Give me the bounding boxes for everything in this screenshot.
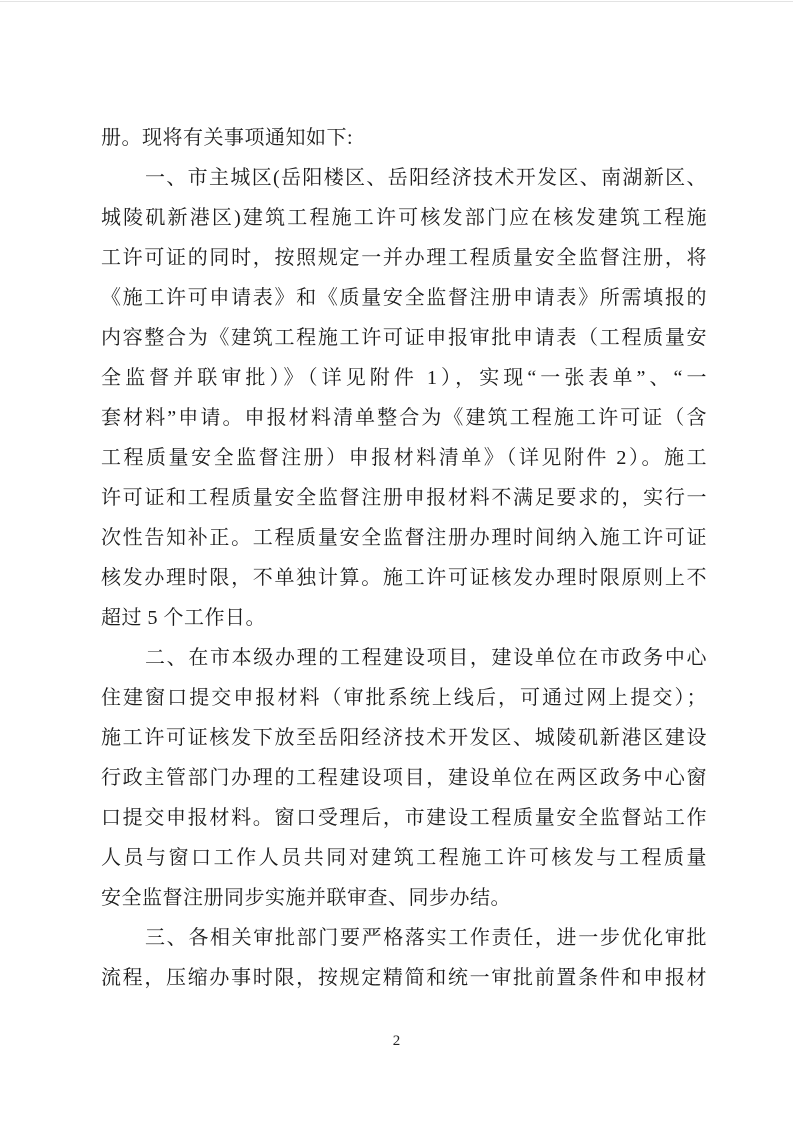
text-line: 许可证和工程质量安全监督注册申报材料不满足要求的，实行一 [101,487,707,509]
text-line: 套材料”申请。申报材料清单整合为《建筑工程施工许可证（含 [101,407,707,429]
text-line: 人员与窗口工作人员共同对建筑工程施工许可核发与工程质量 [101,847,707,869]
text-line: 核发办理时限，不单独计算。施工许可证核发办理时限原则上不 [101,567,707,589]
text-line: 流程，压缩办事时限，按规定精简和统一审批前置条件和申报材 [101,967,707,989]
text-line: 行政主管部门办理的工程建设项目，建设单位在两区政务中心窗 [101,767,707,789]
text-line: 施工许可证核发下放至岳阳经济技术开发区、城陵矶新港区建设 [101,727,707,749]
text-line: 工许可证的同时，按照规定一并办理工程质量安全监督注册，将 [101,247,707,269]
body-text [101,118,707,998]
text-line: 二、在市本级办理的工程建设项目，建设单位在市政务中心 [145,647,707,669]
text-line: 内容整合为《建筑工程施工许可证申报审批申请表（工程质量安 [101,327,707,349]
text-line: 超过 5 个工作日。 [101,607,266,629]
scan-edge-artifact [0,1,793,2]
text-line: 三、各相关审批部门要严格落实工作责任，进一步优化审批 [145,927,707,949]
page-number: 2 [392,1033,401,1049]
text-line: 工程质量安全监督注册）申报材料清单》（详见附件 2）。施工 [101,447,707,469]
text-line: 册。现将有关事项通知如下: [101,127,354,149]
text-line: 住建窗口提交申报材料（审批系统上线后，可通过网上提交）； [101,687,707,709]
text-line: 全监督并联审批）》（详见附件 1），实现“一张表单”、“一 [101,367,707,389]
text-line: 《施工许可申请表》和《质量安全监督注册申请表》所需填报的 [101,287,707,309]
text-line: 安全监督注册同步实施并联审查、同步办结。 [101,887,511,909]
text-line: 城陵矶新港区)建筑工程施工许可核发部门应在核发建筑工程施 [101,207,707,229]
text-line: 口提交申报材料。窗口受理后，市建设工程质量安全监督站工作 [101,807,707,829]
text-line: 次性告知补正。工程质量安全监督注册办理时间纳入施工许可证 [101,527,707,549]
text-line: 一、市主城区(岳阳楼区、岳阳经济技术开发区、南湖新区、 [145,167,707,189]
